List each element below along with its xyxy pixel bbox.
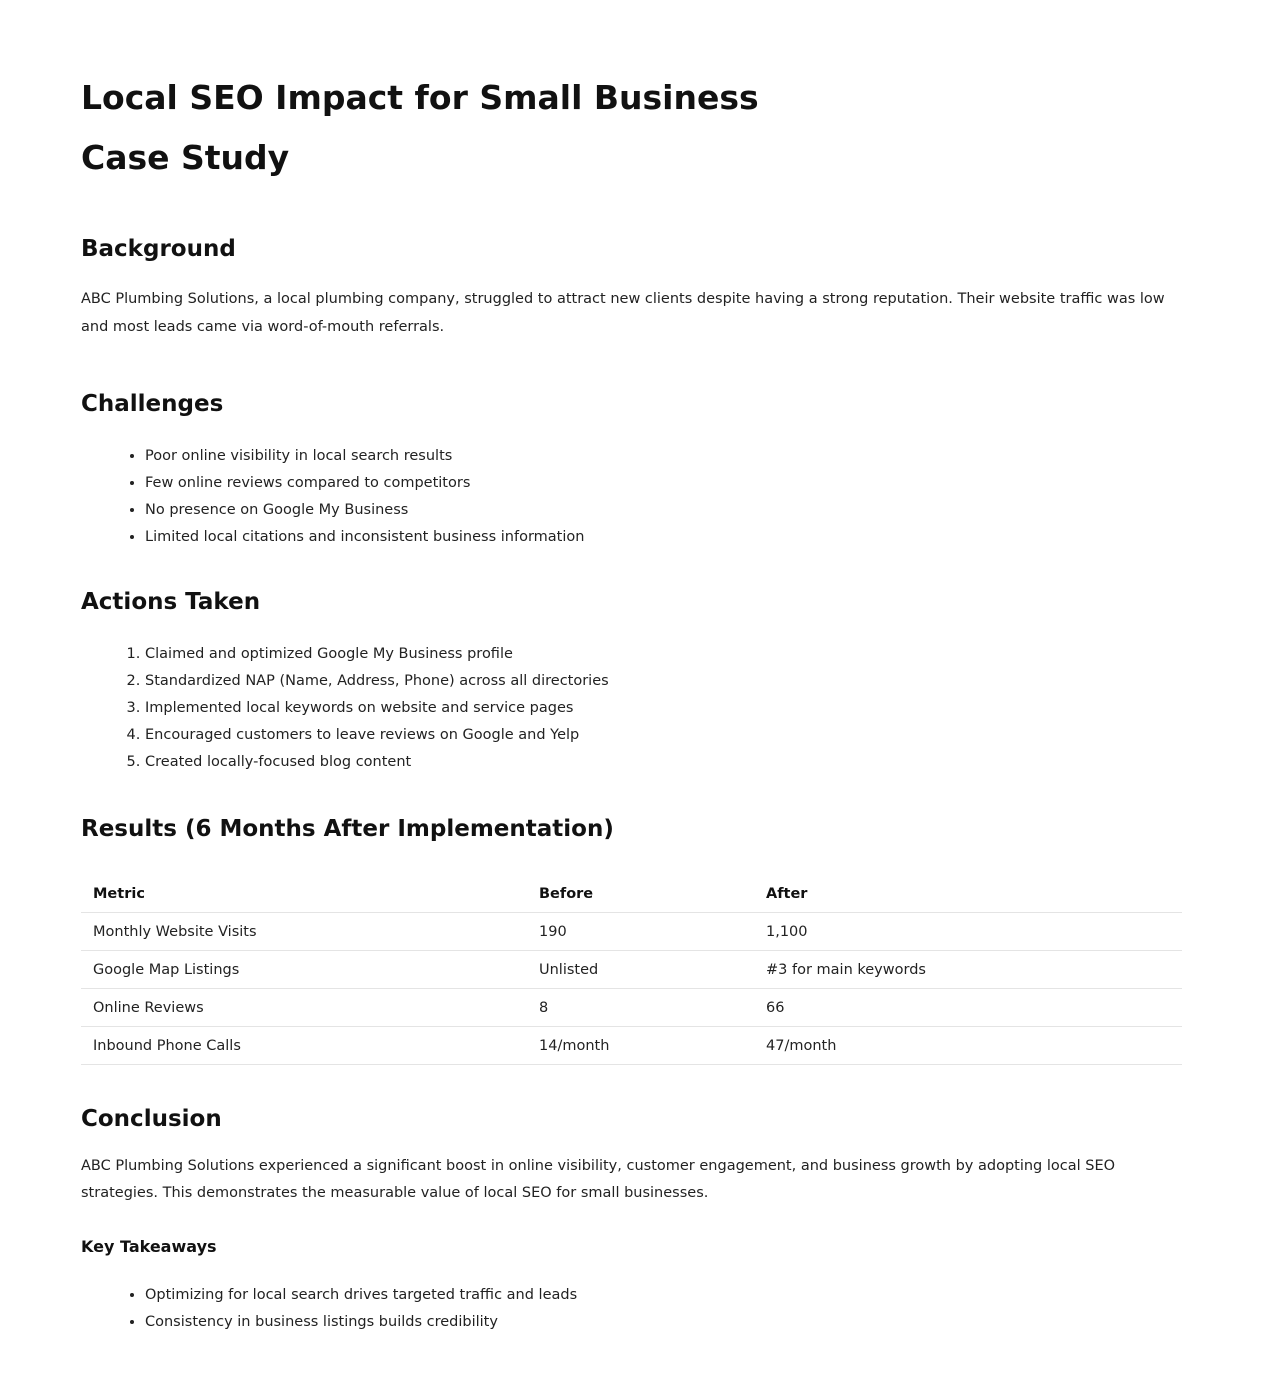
table-row — [81, 951, 1182, 989]
table-row — [81, 913, 1182, 951]
challenges-list — [81, 443, 1182, 551]
challenge-item: • Poor online visibility in local search results — [145, 443, 1182, 470]
table-row — [81, 989, 1182, 1027]
challenge-item: • No presence on Google My Business — [145, 497, 1182, 524]
after-cell: 1,100 — [754, 913, 1182, 951]
key-takeaways-heading: Key Takeaways — [81, 1237, 217, 1256]
after-cell: 47/month — [754, 1027, 1182, 1065]
column-header-after: After — [754, 875, 1182, 913]
page-title-line-2: Case Study — [81, 138, 290, 177]
actions-list — [81, 641, 1182, 776]
takeaway-item: • Optimizing for local search drives targeted traffic and leads — [145, 1282, 1182, 1309]
results-heading: Results (6 Months After Implementation) — [81, 816, 614, 842]
metric-cell: Inbound Phone Calls — [81, 1027, 527, 1065]
after-cell: #3 for main keywords — [754, 951, 1182, 989]
before-cell: Unlisted — [527, 951, 754, 989]
before-cell: 14/month — [527, 1027, 754, 1065]
metric-cell: Monthly Website Visits — [81, 913, 527, 951]
challenges-heading: Challenges — [81, 391, 224, 417]
background-heading: Background — [81, 236, 236, 262]
table-row — [81, 1027, 1182, 1065]
background-paragraph: ABC Plumbing Solutions, a local plumbing company, struggled to attract new clients despite having a strong reputation. Their website traffic was low and most leads came via word-of-mouth referrals. — [81, 291, 1165, 335]
action-item: 5. Created locally-focused blog content — [145, 749, 1182, 776]
document-page — [81, 0, 1182, 1336]
column-header-before: Before — [527, 875, 754, 913]
results-table — [81, 875, 1182, 1065]
page-title — [81, 0, 1182, 188]
table-header-row — [81, 875, 1182, 913]
challenge-item: • Limited local citations and inconsistent business information — [145, 524, 1182, 551]
conclusion-heading: Conclusion — [81, 1106, 222, 1132]
action-item: 2. Standardized NAP (Name, Address, Phone) across all directories — [145, 668, 1182, 695]
conclusion-paragraph: ABC Plumbing Solutions experienced a significant boost in online visibility, customer engagement, and business growth by adopting local SEO strategies. This demonstrates the measurable value of local SEO for small businesses. — [81, 1158, 1116, 1201]
page-title-line-1: Local SEO Impact for Small Business — [81, 78, 759, 117]
metric-cell: Google Map Listings — [81, 951, 527, 989]
column-header-metric: Metric — [81, 875, 527, 913]
metric-cell: Online Reviews — [81, 989, 527, 1027]
key-takeaways-list — [81, 1282, 1182, 1336]
before-cell: 190 — [527, 913, 754, 951]
challenge-item: • Few online reviews compared to competitors — [145, 470, 1182, 497]
after-cell: 66 — [754, 989, 1182, 1027]
action-item: 4. Encouraged customers to leave reviews on Google and Yelp — [145, 722, 1182, 749]
takeaway-item: • Consistency in business listings builds credibility — [145, 1309, 1182, 1336]
actions-heading: Actions Taken — [81, 589, 261, 615]
action-item: 3. Implemented local keywords on website and service pages — [145, 695, 1182, 722]
action-item: 1. Claimed and optimized Google My Business profile — [145, 641, 1182, 668]
before-cell: 8 — [527, 989, 754, 1027]
